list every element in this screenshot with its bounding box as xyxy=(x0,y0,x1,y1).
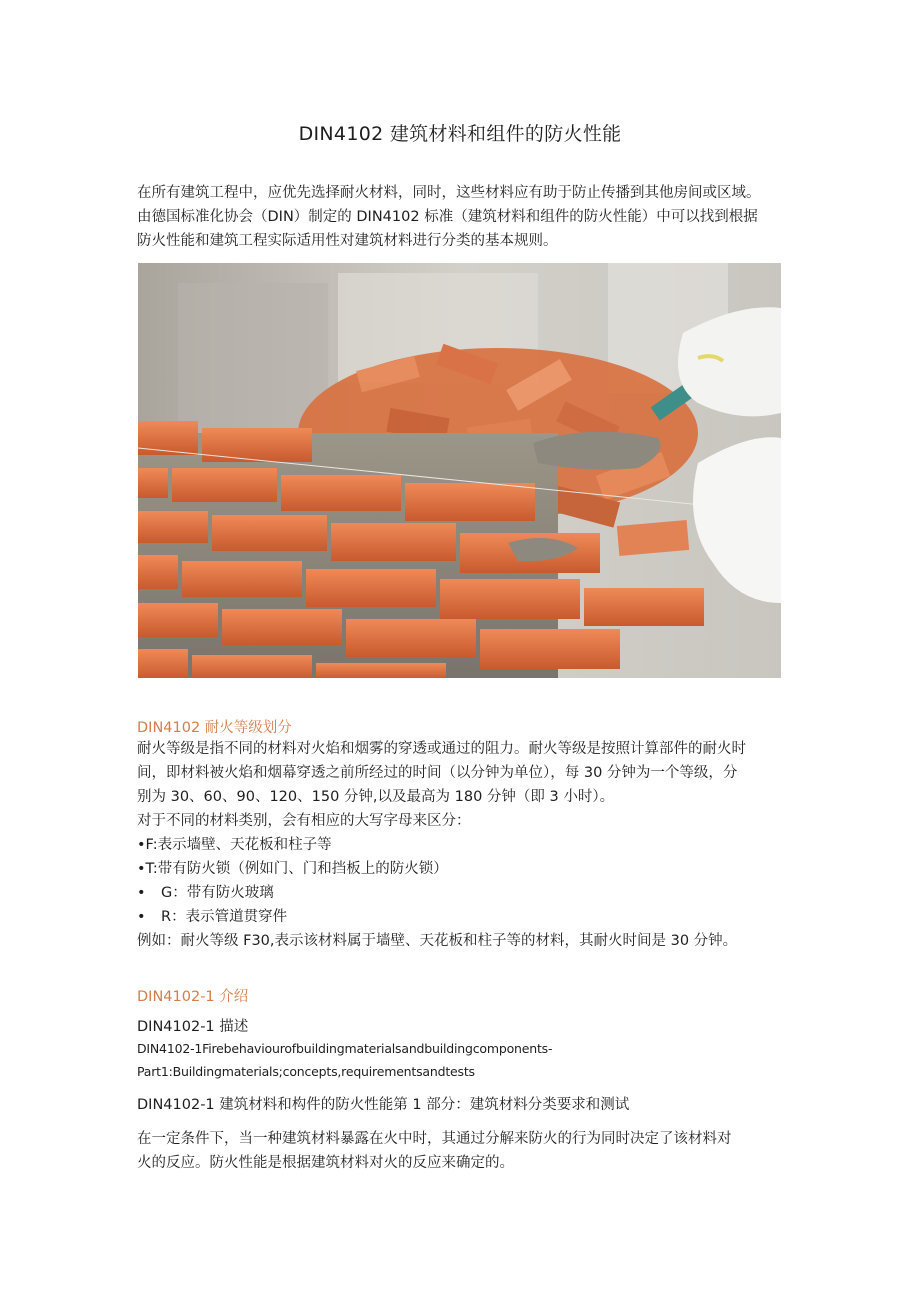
intro-line: 防火性能和建筑工程实际适用性对建筑材料进行分类的基本规则。 xyxy=(137,233,558,249)
bullet-item xyxy=(137,881,787,905)
intro-paragraph xyxy=(137,181,787,253)
fire-rating-line: 别为 30、60、90、120、150 分钟,以及最高为 180 分钟（即 3 小时）。 xyxy=(137,789,615,805)
intro-line: 由德国标准化协会（DIN）制定的 DIN4102 标准（建筑材料和组件的防火性能）中可以找到根据 xyxy=(137,209,758,225)
bullet-text: R：表示管道贯穿件 xyxy=(161,909,288,925)
english-title-line: Part1:Buildingmaterials;concepts,requirementsandtests xyxy=(137,1064,475,1079)
bricklaying-illustration xyxy=(138,263,781,678)
intro-line: 在所有建筑工程中，应优先选择耐火材料，同时，这些材料应有助于防止传播到其他房间或区域。 xyxy=(137,185,761,201)
bricklaying-photo xyxy=(138,263,781,678)
section-heading-intro: DIN4102-1 介绍 xyxy=(137,989,249,1005)
document-title: DIN4102 建筑材料和组件的防火性能 xyxy=(298,123,622,145)
bullet-item: •F:表示墙壁、天花板和柱子等 xyxy=(137,837,332,853)
chinese-standard-title: DIN4102-1 建筑材料和构件的防火性能第 1 部分：建筑材料分类要求和测试 xyxy=(137,1097,630,1113)
fire-rating-line: 对于不同的材料类别，会有相应的大写字母来区分： xyxy=(137,813,471,829)
reaction-paragraph xyxy=(137,1127,787,1175)
bullet-dot: • xyxy=(137,885,146,901)
bullet-dot: • xyxy=(137,909,146,925)
reaction-line: 火的反应。防火性能是根据建筑材料对火的反应来确定的。 xyxy=(137,1155,514,1171)
fire-rating-line: 耐火等级是指不同的材料对火焰和烟雾的穿透或通过的阻力。耐火等级是按照计算部件的耐火时 xyxy=(137,741,746,757)
reaction-line: 在一定条件下，当一种建筑材料暴露在火中时，其通过分解来防火的行为同时决定了该材料对 xyxy=(137,1131,732,1147)
section-heading-fire-rating: DIN4102 耐火等级划分 xyxy=(137,720,292,736)
fire-rating-line: 间，即材料被火焰和烟幕穿透之前所经过的时间（以分钟为单位），每 30 分钟为一个等级，分 xyxy=(137,765,738,781)
fire-rating-paragraph xyxy=(137,737,787,953)
bullet-text: G：带有防火玻璃 xyxy=(161,885,274,901)
english-title-line: DIN4102-1Firebehaviourofbuildingmaterialsandbuildingcomponents- xyxy=(137,1041,553,1056)
bullet-item: •T:带有防火锁（例如门、门和挡板上的防火锁） xyxy=(137,861,448,877)
example-line: 例如：耐火等级 F30,表示该材料属于墙壁、天花板和柱子等的材料，其耐火时间是 30 分钟。 xyxy=(137,933,738,949)
subheading-description: DIN4102-1 描述 xyxy=(137,1019,249,1035)
bullet-item xyxy=(137,905,787,929)
